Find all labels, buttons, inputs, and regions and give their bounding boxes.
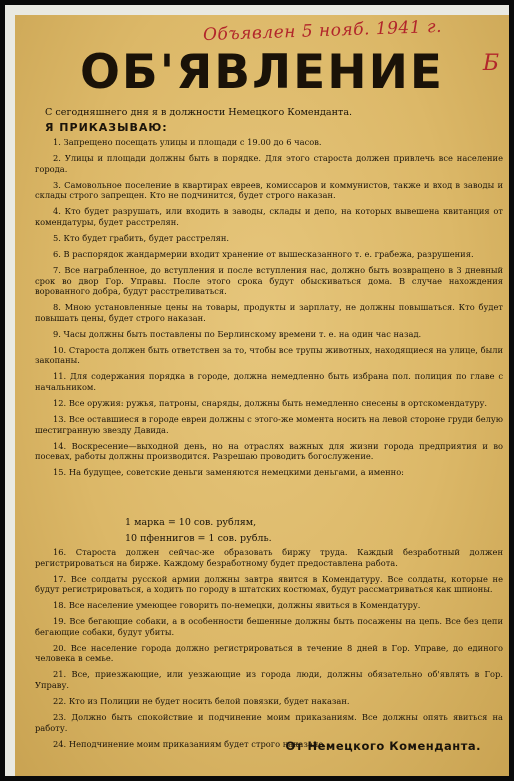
order-items-part-2 [35, 547, 503, 755]
order-item: 5. Кто будет грабить, будет расстрелян. [53, 232, 229, 243]
order-item: 19. Все бегающие собаки, а в особенности бешенные должны быть посажены на цепь. Все без цепи бегающие собаки, будут убиты. [35, 616, 503, 637]
order-item: 1. Запрещено посещать улицы и площади с 19.00 до 6 часов. [53, 137, 322, 147]
handwritten-date-note: Объявлен 5 нояб. 1941 г. [202, 16, 443, 46]
order-item: 16. Староста должен сейчас-же образовать биржу труда. Каждый безработный должен регистрироваться на бирже. Каждому безработному будет предоставлена работа. [35, 547, 503, 568]
order-item: 8. Мною установленные цены на товары, продукты и зарплату, не должны повышаться. Кто будет повышать цены, будет строго наказан. [35, 302, 503, 323]
order-items-part-1 [35, 137, 503, 483]
order-item: 7. Все награбленное, до вступления и после вступления нас, должно быть возвращено в 3 дневный срок во двор Гор. Управы. После этого срока будут обыскиваться дома. В случае нахождения ворованного добра, будут расстреливаться. [35, 265, 503, 297]
order-item: 6. В распорядок жандармерии входит хранение от вышесказанного т. е. грабежа, разрушения. [53, 248, 474, 259]
order-item: 9. Часы должны быть поставлены по Берлинскому времени т. е. на один час назад. [53, 328, 422, 339]
order-item: 2. Улицы и площади должны быть в порядке. Для этого староста должен привлечь все население города. [35, 153, 503, 174]
order-item: 4. Кто будет разрушать, или входить в заводы, склады и депо, на которых вывешена квитанция от комендатуры, будет расстрелян. [35, 206, 503, 227]
intro-line: С сегодняшнего дня я в должности Немецкого Коменданта. [45, 107, 353, 118]
order-item: 17. Все солдаты русской армии должны завтра явится в Комендатуру. Все солдаты, которые не будут регистрироваться, а ходить по городу в штатских костюмах, будут рассматриваться как шпионы. [35, 573, 503, 595]
exchange-rate-line: 10 пфеннигов = 1 сов. рубль. [125, 533, 272, 544]
order-item: 20. Все население города должно регистрироваться в течение 8 дней в Гор. Управе, до единого человека в семье. [35, 642, 503, 664]
signature-line: От Немецкого Коменданта. [285, 739, 481, 753]
handwritten-corner-mark: Б [482, 51, 499, 76]
order-item: 11. Для содержания порядка в городе, должна немедленно быть избрана пол. полиция по главе с начальником. [35, 371, 503, 392]
order-item: 18. Все население умеющее говорить по-немецки, должны явиться в Комендатуру. [53, 600, 421, 611]
proclamation-sheet [15, 15, 509, 776]
order-item: 13. Все оставшиеся в городе евреи должны с этого-же момента носить на левой стороне груди белую шестигранную звезду Давида. [35, 414, 503, 435]
order-item: 12. Все оружия: ружья, патроны, снаряды, должны быть немедленно снесены в ортскомендатуру. [53, 398, 488, 409]
order-item: 22. Кто из Полиции не будет носить белой повязки, будет наказан. [53, 696, 350, 707]
exchange-rates [125, 515, 425, 547]
order-item: 23. Должно быть спокойствие и подчинение моим приказаниям. Все должны опять явиться на работу. [35, 712, 503, 733]
order-item: 3. Самовольное поселение в квартирах евреев, комиссаров и коммунистов, также и вход в заводы и склады строго запрещен. Кто не подчинится, будет строго наказан. [35, 179, 503, 201]
order-item: 14. Воскресение—выходной день, но на отраслях важных для жизни города предприятия и во посевах, работы должны производится. Разрешаю проводить богослужение. [35, 440, 503, 462]
order-heading: Я ПРИКАЗЫВАЮ: [45, 121, 168, 134]
order-item: 10. Староста должен быть ответствен за то, чтобы все трупы животных, находящиеся на улице, были закопаны. [35, 344, 503, 366]
order-item: 21. Все, приезжающие, или уезжающие из города люди, должны обязательно об'являть в Гор. Управу. [35, 669, 503, 690]
exchange-rate-line: 1 марка = 10 сов. рублям, [125, 517, 257, 528]
order-item: 24. Неподчинение моим приказаниям будет строго наказано. [53, 738, 326, 749]
order-item: 15. На будущее, советские деньги заменяются немецкими деньгами, а именно: [53, 467, 404, 478]
page-title: ОБ'ЯВЛЕНИЕ [79, 45, 445, 100]
